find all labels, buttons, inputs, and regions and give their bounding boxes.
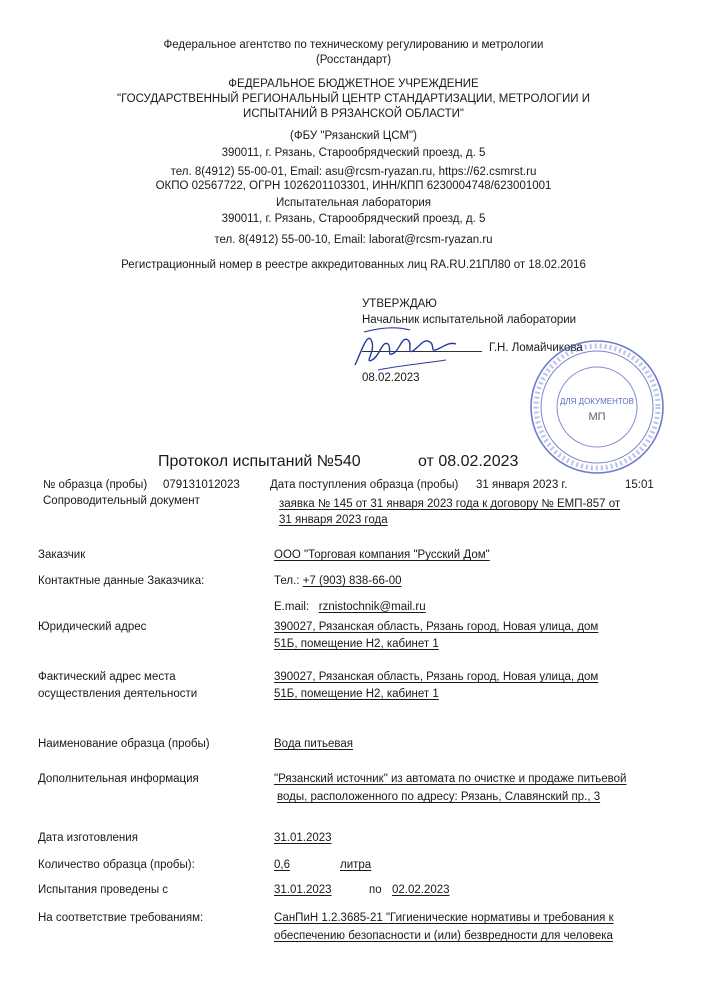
- institution-codes: ОКПО 02567722, ОГРН 1026201103301, ИНН/КПП 6230004748/623001001: [155, 180, 552, 192]
- phone-prefix: Тел.:: [274, 575, 303, 587]
- additional-info-label: Дополнительная информация: [38, 773, 199, 785]
- manufacture-date-label: Дата изготовления: [38, 832, 138, 844]
- protocol-title: Протокол испытаний №540: [158, 453, 361, 470]
- tests-to-word: по: [369, 884, 382, 896]
- stamp-text: ДЛЯ ДОКУМЕНТОВ: [559, 397, 635, 406]
- email-value: rznistochnik@mail.ru: [318, 601, 426, 613]
- registration-number: Регистрационный номер в реестре аккредитованных лиц RA.RU.21ПЛ80 от 18.02.2016: [121, 259, 586, 271]
- requirements-line2: обеспечению безопасности и (или) безвредности для человека: [274, 930, 613, 942]
- tests-period-label: Испытания проведены с: [38, 884, 169, 896]
- legal-address-line2: 51Б, помещение Н2, кабинет 1: [274, 638, 439, 650]
- protocol-date: от 08.02.2023: [418, 453, 519, 470]
- email-prefix: E.mail:: [274, 601, 310, 613]
- legal-address-line1: 390027, Рязанская область, Рязань город, Новая улица, дом: [274, 621, 599, 633]
- receipt-date-value: 31 января 2023 г.: [476, 479, 568, 491]
- customer-value: ООО "Торговая компания "Русский Дом": [274, 549, 490, 561]
- additional-info-line2: воды, расположенного по адресу: Рязань, Славянский пр., 3: [277, 791, 601, 803]
- approval-title: УТВЕРЖДАЮ: [362, 298, 437, 310]
- phone-value: +7 (903) 838-66-00: [302, 575, 402, 587]
- actual-address-label-line2: осуществления деятельности: [38, 688, 198, 700]
- sample-number-value: 079131012023: [163, 479, 240, 491]
- handwritten-signature: [350, 320, 460, 380]
- agency-name: Федеральное агентство по техническому регулированию и метрологии: [163, 39, 544, 51]
- institution-name-line1: "ГОСУДАРСТВЕННЫЙ РЕГИОНАЛЬНЫЙ ЦЕНТР СТАНДАРТИЗАЦИИ, МЕТРОЛОГИИ И: [117, 93, 590, 105]
- sample-number-label: № образца (пробы): [43, 479, 148, 491]
- lab-title: Испытательная лаборатория: [275, 197, 432, 209]
- receipt-date-label: Дата поступления образца (пробы): [270, 479, 459, 491]
- accompanying-doc-value-line1: заявка № 145 от 31 января 2023 года к договору № ЕМП-857 от: [279, 498, 621, 510]
- institution-name-line2: ИСПЫТАНИЙ В РЯЗАНСКОЙ ОБЛАСТИ": [243, 108, 464, 120]
- institution-type: ФЕДЕРАЛЬНОЕ БЮДЖЕТНОЕ УЧРЕЖДЕНИЕ: [228, 78, 479, 90]
- agency-short: (Росстандарт): [315, 54, 392, 66]
- sample-quantity-value: 0,6: [274, 859, 290, 871]
- accompanying-doc-label: Сопроводительный документ: [43, 495, 200, 507]
- customer-phone: [274, 574, 401, 588]
- customer-contacts-label: Контактные данные Заказчика:: [38, 575, 205, 587]
- requirements-label: На соответствие требованиям:: [38, 912, 204, 924]
- customer-label: Заказчик: [38, 549, 86, 561]
- legal-address-label: Юридический адрес: [38, 621, 147, 633]
- actual-address-line1: 390027, Рязанская область, Рязань город, Новая улица, дом: [274, 671, 599, 683]
- actual-address-line2: 51Б, помещение Н2, кабинет 1: [274, 688, 439, 700]
- tests-from-date: 31.01.2023: [274, 884, 332, 896]
- requirements-line1: СанПиН 1.2.3685-21 "Гигиенические нормативы и требования к: [274, 912, 614, 924]
- official-stamp: [528, 338, 666, 476]
- approval-position: Начальник испытательной лаборатории: [362, 314, 577, 326]
- sample-quantity-unit: литра: [340, 859, 372, 871]
- customer-email: [274, 600, 426, 614]
- lab-contacts: тел. 8(4912) 55-00-10, Email: laborat@rcsm-ryazan.ru: [214, 234, 493, 246]
- additional-info-line1: "Рязанский источник" из автомата по очистке и продаже питьевой: [274, 773, 627, 785]
- institution-short: (ФБУ "Рязанский ЦСМ"): [290, 130, 417, 142]
- receipt-time-value: 15:01: [625, 479, 654, 491]
- approver-name: Г.Н. Ломайчикова: [489, 342, 583, 354]
- sample-name-value: Вода питьевая: [274, 738, 354, 750]
- institution-address: 390011, г. Рязань, Старообрядческий проезд, д. 5: [221, 147, 486, 159]
- institution-contacts: тел. 8(4912) 55-00-01, Email: asu@rcsm-ryazan.ru, https://62.csmrst.ru: [170, 166, 537, 178]
- actual-address-label-line1: Фактический адрес места: [38, 671, 176, 683]
- manufacture-date-value: 31.01.2023: [274, 832, 332, 844]
- accompanying-doc-value-line2: 31 января 2023 года: [279, 514, 388, 526]
- lab-address: 390011, г. Рязань, Старообрядческий проезд, д. 5: [221, 213, 486, 225]
- tests-to-date: 02.02.2023: [392, 884, 450, 896]
- sample-quantity-label: Количество образца (пробы):: [38, 859, 195, 871]
- sample-name-label: Наименование образца (пробы): [38, 738, 210, 750]
- approval-date: 08.02.2023: [362, 372, 420, 384]
- stamp-mark: МП: [588, 411, 606, 423]
